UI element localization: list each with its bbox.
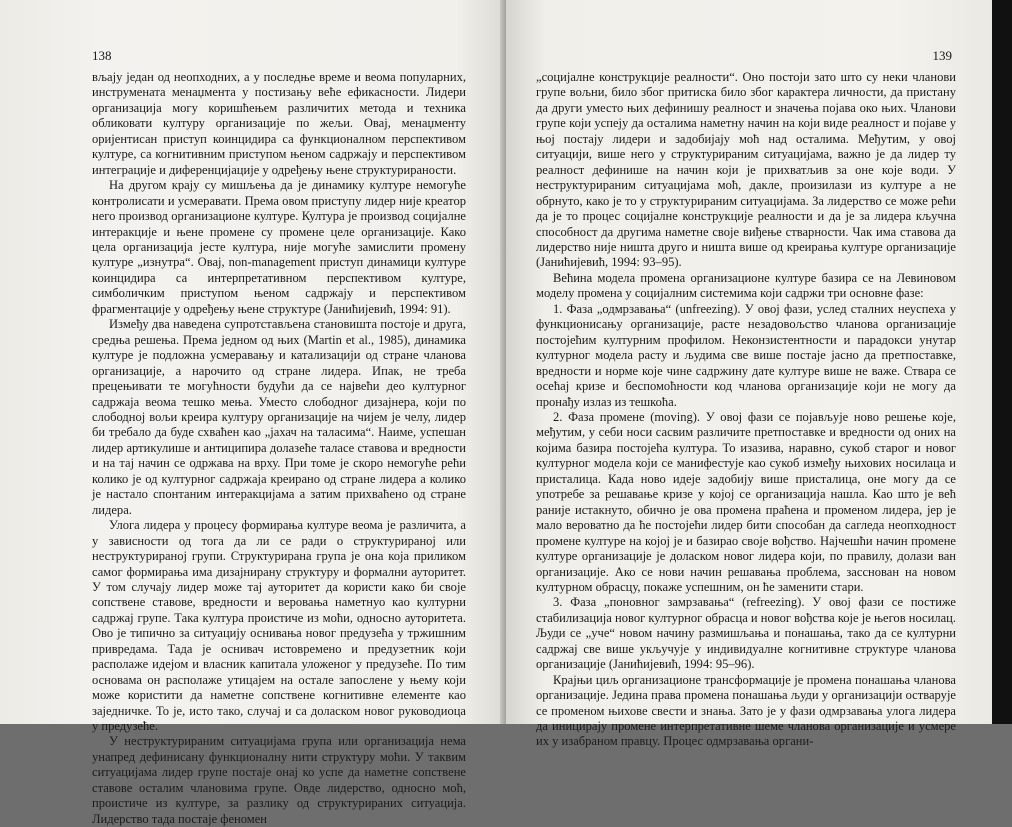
- paragraph: „социјалне конструкције реалности“. Оно постоји зато што су неки чланови групе вољни, било због притиска било због карактера личности, да пристану да други уместо њих дефинишу реалност и значења појава око њих. Чланови групе који успеју да осталима наметну начин на који виде реалност и појаве у њој постају лидери и задобијају моћ над осталима. Међутим, у овој ситуацији, више него у структурираним ситуацијама, важно је да лидер ту реалност дефинише на начин који је прихватљив за оне које води. У неструктурираним ситуацијама моћ, дакле, произилази из културе а не обрнуто, како је то у структурираним ситуацијама. За лидерство се може рећи да је то процес социјалне конструкције реалности и да је за лидера кључна способност да другима наметне своје виђење стварности. Чак има ставова да лидерство није ништа друго и ништа више од креирања културе организације (Јанићијевић, 1994: 93–95).: [536, 70, 956, 270]
- paragraph: На другом крају су мишљења да је динамику културе немогуће контролисати и усмеравати. Према овом приступу лидер није креатор него производ организационе културе. Култура је производ социјалне интеракције и њене промене су промене целе организације. Како цела организација јесте култура, није могуће замислити промену културе „изнутра“. Овај, non-management приступ динамици културе коинцидира са интерпретативном перспективом културе, симболичким приступом њеном садржају и перспективом фрагментације у одређењу њене структуре (Јанићијевић, 1994: 91).: [92, 178, 466, 316]
- paragraph: вљају један од неопходних, а у последње време и веома популарних, инструмената менаџмента у постизању веће ефикасности. Лидери организација могу коришћењем различитих метода и техника обликовати културу организације по жељи. Овај, менаџменту оријентисан приступ коинцидира са функционалном перспективом културе, са когнитивним приступом њеном садржају и перспективом интеграције и диференцијације у одређењу њене структурираности.: [92, 70, 466, 177]
- right-page: [506, 0, 992, 749]
- paragraph: 2. Фаза промене (moving). У овој фази се појављује ново решење које, међутим, у себи носи сасвим различите претпоставке и вредности од оних на којима базира постојећа култура. То изазива, наравно, сукоб старог и новог културног модела који се манифестује као сукоб између њихових носилаца и присталица. Када ново идеје задобију више присталица, оне могу да се употребе за решавање кризе у којој се организација нашла. Као што је већ раније истакнуто, обично је ова промена праћена и променом лидера, јер је мало вероватно да ће постојећи лидер бити способан да сагледа неопходност промене културе на којој је и базирао своје вођство. Најчешћи начин промене културе организације је доласком новог лидера који, по правилу, долази ван организације. Ако се нови начин решавања проблема, засснован на новом културном обрасцу, покаже успешним, он ће заменити стари.: [536, 409, 956, 594]
- page-number: 138: [92, 48, 112, 63]
- paragraph: Улога лидера у процесу формирања културе веома је различита, а у зависности од тога да ли се ради о структурираној или неструктурираној групи. Структурирана група је она која приликом самог формирања има дизајнирану структуру и формални ауторитет. У том случају лидер може тај ауторитет да користи како би своје сопствене ставове, вредности и веровања наметнуо као културни садржај групе. Така култура проистиче из моћи, односно ауторитета. Ово је типично за ситуацију оснивања новог предузећа у тржишним привредама. Тада је оснивач истовремено и предузетник који располаже идејом и власник капитала уложеног у предузеће. По тим основама он располаже утицајем на остале запослене у њему који може користити да наметне сопствене когнитивне елементе као заједничке. То је, исто тако, случај и са доласком новог руководиоца у предузеће.: [92, 518, 466, 734]
- page-body: [536, 70, 956, 750]
- paragraph: Између два наведена супротстављена становишта постоје и друга, средња решења. Према једном од њих (Martin et al., 1985), динамика културе је подложна усмеравању и катализацији од стране чланова организације, а нарочито од стране лидера. Ипак, не треба прецењивати те могућности будући да се највећи део културног садржаја веома тешко мења. Уместо слободног дизајнера, који по слободној вољи креира културу организације на чијем је челу, лидер би требало да буде схваћен као „јахач на таласима“. Наиме, успешан лидер артикулише и антиципира долазеће таласе ставова и вредности и на тај начин се одржава на врху. При томе је скоро немогуће рећи колико је од културног садржаја креирано од стране лидера а колико је настало спонтаним интеракцијама а затим прихваћено од стране лидера.: [92, 317, 466, 517]
- paragraph: 3. Фаза „поновног замрзавања“ (refreezing). У овој фази се постиже стабилизација новог културног обрасца и новог вођства које је његов носилац. Људи се „уче“ новом начину размишљања и понашања, тако да се културни садржај све више укључује у индивидуалне когнитивне структуре чланова организације (Јанићијевић, 1994: 95–96).: [536, 595, 957, 672]
- paragraph: Крајњи циљ организационе трансформације је промена понашања чланова организације. Једина права промена понашања људи у организацији остварује се променом њихове свести и знања. Зато је у фази одмрзавања улога лидера да иницирају промене интерпретативне шеме чланова организације и усмере их у изабраном правцу. Процес одмрзавања органи-: [536, 672, 956, 749]
- left-page: [0, 0, 506, 826]
- paragraph: 1. Фаза „одмрзавања“ (unfreezing). У овој фази, услед сталних неуспеха у функционисању организације, расте незадовољство чланова организације постојећим културним профилом. Неконзистентности и парадокси унутар културног модела расту и људима све више постаје јасно да претпоставке, вредности и норме које чине садржину дате културе више не важе. Ствара се осећај кризе и беспомоћности код чланова организације који не могу да пронађу излаз из тешкоћа.: [536, 301, 956, 409]
- page-body: [92, 70, 466, 827]
- page-number: 139: [932, 48, 952, 63]
- scan-edge: [992, 0, 1012, 724]
- paragraph: Већина модела промена организационе културе базира се на Левиновом моделу промена у социјалним системима који садржи три основне фазе:: [536, 270, 956, 301]
- paragraph: У неструктурираним ситуацијама група или организација нема унапред дефинисану функционалну нити структуру моћи. У таквим ситуацијама лидер групе постаје онај ко успе да наметне сопствене ставове осталим члановима групе. Овде лидерство, односно моћ, проистиче из културе, за разлику од структурираних ситуација. Лидерство тада постаје феномен: [92, 734, 466, 826]
